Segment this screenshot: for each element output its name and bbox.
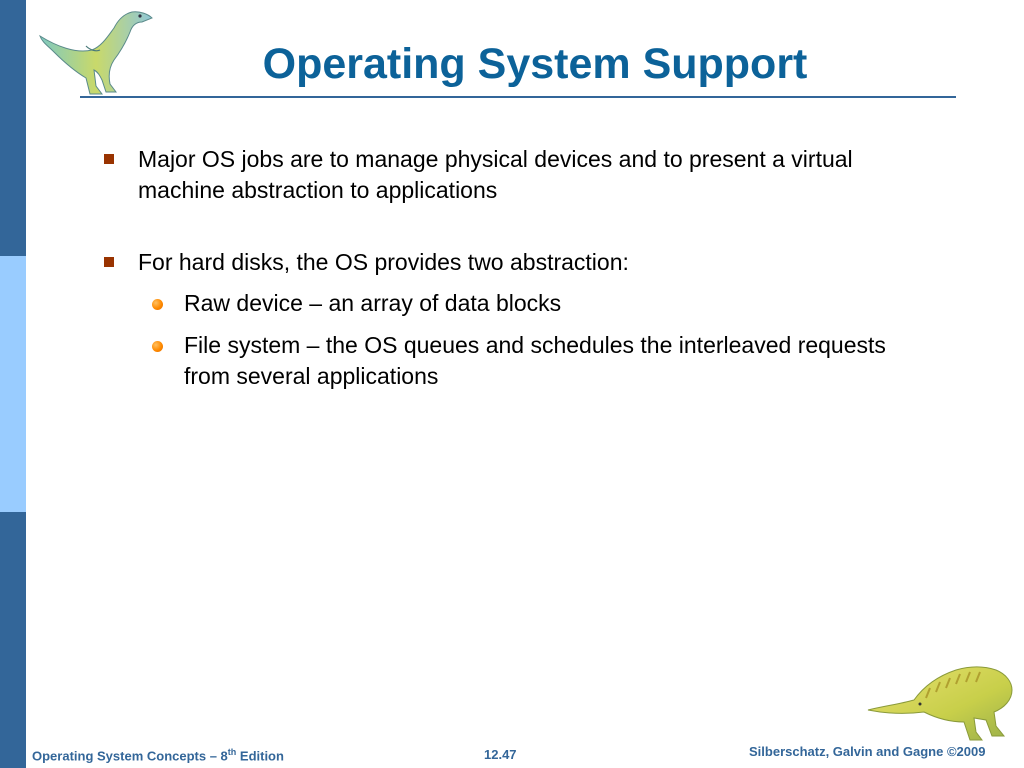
square-bullet-icon — [104, 257, 114, 267]
title-divider — [80, 96, 956, 98]
footer-page-number: 12.47 — [484, 747, 517, 762]
sidebar-segment-top — [0, 0, 26, 256]
footer-book-title-sup: th — [227, 747, 237, 757]
sub-bullet-text-2: File system – the OS queues and schedules the interleaved requests from several applications — [184, 332, 886, 389]
footer-book-title-edition: Edition — [236, 748, 284, 764]
bullet-text-2: For hard disks, the OS provides two abstraction: — [138, 249, 629, 275]
square-bullet-icon — [104, 154, 114, 164]
sidebar-segment-middle — [0, 256, 26, 512]
sidebar-segment-bottom — [0, 512, 26, 768]
footer-book-title — [32, 747, 284, 763]
footer-book-title-main: Operating System Concepts – 8 — [32, 748, 228, 764]
bullet-text-1: Major OS jobs are to manage physical devices and to present a virtual machine abstraction to applications — [138, 146, 853, 203]
dinosaur-logo-bottom-icon — [866, 656, 1016, 742]
page-title: Operating System Support — [262, 40, 808, 88]
dinosaur-logo-icon — [36, 6, 158, 98]
footer-copyright: Silberschatz, Galvin and Gagne ©2009 — [749, 744, 986, 759]
round-bullet-icon — [152, 299, 163, 310]
sub-bullet-text-1: Raw device – an array of data blocks — [184, 290, 562, 316]
round-bullet-icon — [152, 341, 163, 352]
sidebar-band — [0, 0, 26, 768]
